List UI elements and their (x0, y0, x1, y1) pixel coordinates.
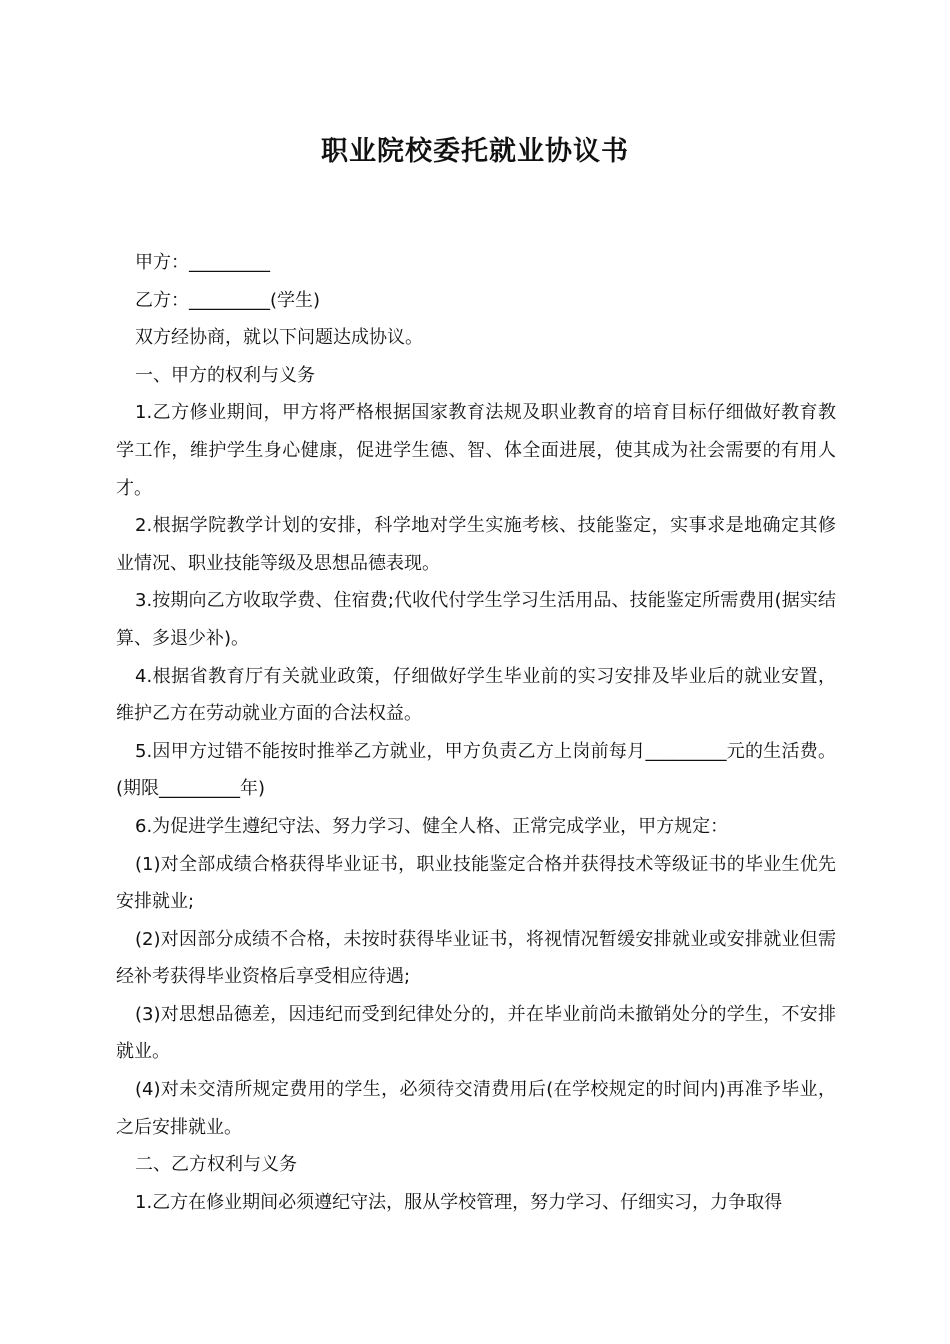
party-b-line: 乙方：_________(学生) (135, 289, 321, 311)
section-heading-party-a: 一、甲方的权利与义务 (135, 364, 315, 386)
clause-b-1: 1.乙方在修业期间必须遵纪守法，服从学校管理，努力学习、仔细实习，力争取得 (135, 1191, 783, 1213)
clause-a-6-sub-3: (3)对思想品德差，因违纪而受到纪律处分的，并在毕业前尚未撤销处分的学生，不安排就业。 (116, 1003, 836, 1063)
clause-a-6-sub-2: (2)对因部分成绩不合格，未按时获得毕业证书，将视情况暂缓安排就业或安排就业但需经补考获得毕业资格后享受相应待遇; (116, 928, 836, 988)
clause-a-6-sub-4: (4)对未交清所规定费用的学生，必须待交清费用后(在学校规定的时间内)再准予毕业，之后安排就业。 (116, 1079, 836, 1138)
preamble: 双方经协商，就以下问题达成协议。 (135, 327, 423, 349)
clause-a-5: 5.因甲方过错不能按时推举乙方就业，甲方负责乙方上岗前每月_________元的生活费。(期限_________年) (116, 740, 836, 800)
clause-a-6-sub-1: (1)对全部成绩合格获得毕业证书，职业技能鉴定合格并获得技术等级证书的毕业生优先安排就业; (116, 853, 836, 913)
clause-a-3: 3.按期向乙方收取学费、住宿费;代收代付学生学习生活用品、技能鉴定所需费用(据实结算、多退少补)。 (116, 590, 836, 649)
clause-a-1: 1.乙方修业期间，甲方将严格根据国家教育法规及职业教育的培育目标仔细做好教育教学工作，维护学生身心健康，促进学生德、智、体全面进展，使其成为社会需要的有用人才。 (116, 402, 836, 499)
document-body (116, 244, 836, 1221)
clause-a-6: 6.为促进学生遵纪守法、努力学习、健全人格、正常完成学业，甲方规定： (135, 815, 729, 837)
party-a-line: 甲方：_________ (135, 252, 270, 273)
clause-a-4: 4.根据省教育厅有关就业政策，仔细做好学生毕业前的实习安排及毕业后的就业安置，维护乙方在劳动就业方面的合法权益。 (116, 665, 836, 725)
section-heading-party-b: 二、乙方权利与义务 (135, 1154, 297, 1176)
document-title: 职业院校委托就业协议书 (321, 136, 629, 167)
clause-a-2: 2.根据学院教学计划的安排，科学地对学生实施考核、技能鉴定，实事求是地确定其修业情况、职业技能等级及思想品德表现。 (116, 515, 836, 574)
